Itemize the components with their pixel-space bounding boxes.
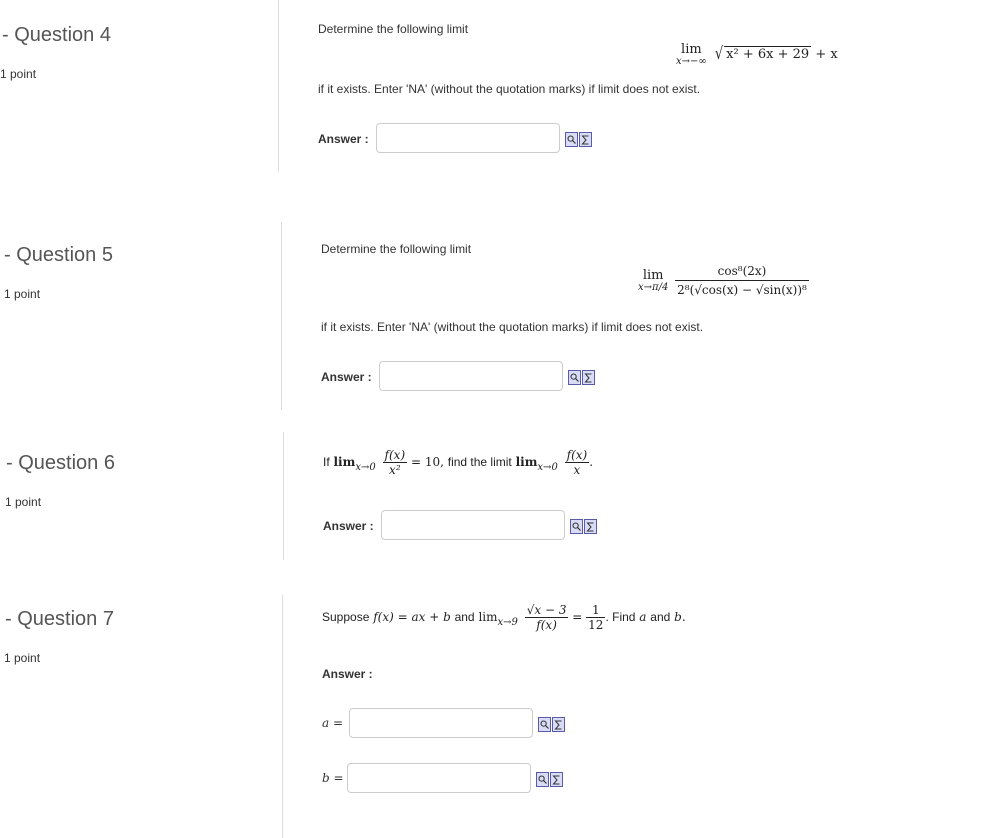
limit-operator: lim: [515, 455, 538, 469]
fraction-denominator: 2⁸(√cos(x) − √sin(x))⁸: [675, 280, 809, 297]
answer-tools: [565, 132, 592, 147]
equation-editor-icon[interactable]: [579, 132, 592, 147]
text-and: and: [454, 610, 475, 624]
preview-icon[interactable]: [565, 132, 578, 147]
question-points: 1 point: [4, 651, 41, 665]
sqrt-symbol: √: [714, 44, 724, 65]
limit-operator: lim: [333, 455, 356, 469]
rhs-fraction: [586, 603, 605, 632]
limit-subscript: x→0: [537, 462, 558, 473]
answer-input[interactable]: [376, 123, 560, 153]
divider: [282, 595, 283, 838]
question-4: [0, 0, 993, 175]
fraction-denominator: f(x): [525, 617, 569, 632]
question-title: - Question 4: [2, 24, 111, 46]
function-definition: f(x) = ax + b: [373, 610, 451, 624]
equation-editor-icon[interactable]: [550, 772, 563, 787]
text-and: and: [650, 610, 671, 624]
text-suppose: Suppose: [322, 610, 370, 624]
equation-editor-icon[interactable]: [552, 717, 565, 732]
question-note: if it exists. Enter 'NA' (without the quotation marks) if limit does not exist.: [318, 82, 701, 96]
equals: =: [572, 610, 583, 624]
fraction-denominator: x: [565, 462, 590, 477]
limit-operator: lim x→−∞: [676, 42, 707, 67]
fraction-numerator: √x − 3: [526, 603, 567, 617]
preview-icon[interactable]: [538, 717, 551, 732]
question-points: 1 point: [5, 495, 42, 509]
rhs-denominator: 12: [588, 618, 604, 632]
question-5: [0, 222, 993, 412]
answer-input[interactable]: [379, 361, 563, 391]
question-title: - Question 5: [4, 244, 113, 266]
answer-label: Answer :: [321, 370, 372, 384]
variable-a: a: [639, 610, 647, 624]
fraction: [525, 603, 569, 632]
fraction-denominator: x²: [383, 462, 408, 477]
variable-b: b: [674, 610, 682, 624]
question-prompt: Determine the following limit: [318, 22, 469, 36]
limit-expression: [638, 264, 809, 297]
answer-tools: [568, 370, 595, 385]
fraction-numerator: cos⁸(2x): [717, 264, 767, 278]
question-points: 1 point: [0, 67, 37, 81]
preview-icon[interactable]: [570, 519, 583, 534]
answer-a-input[interactable]: [349, 708, 533, 738]
fraction-numerator: f(x): [566, 448, 588, 462]
equation-editor-icon[interactable]: [584, 519, 597, 534]
limit-operator: lim: [478, 610, 498, 624]
answer-b-input[interactable]: [347, 763, 531, 793]
question-title: - Question 6: [6, 452, 115, 474]
question-6: [0, 432, 993, 562]
rhs-numerator: 1: [591, 603, 600, 617]
equals: = 10,: [410, 455, 444, 469]
field-b-label: b =: [322, 771, 344, 785]
question-prompt: Determine the following limit: [321, 242, 472, 256]
limit-subscript: x→9: [497, 617, 518, 628]
answer-tools: [570, 519, 597, 534]
question-points: 1 point: [4, 287, 41, 301]
preview-icon[interactable]: [536, 772, 549, 787]
answer-label: Answer :: [323, 519, 374, 533]
text-if: If: [323, 455, 330, 469]
equation-editor-icon[interactable]: [582, 370, 595, 385]
field-a-label: a =: [322, 716, 344, 730]
period: .: [681, 610, 686, 624]
text-find: find the limit: [447, 455, 512, 469]
question-title: - Question 7: [5, 608, 114, 630]
divider: [278, 0, 279, 172]
answer-a-tools: [538, 717, 565, 732]
fraction-numerator: f(x): [384, 448, 406, 462]
limit-expression: [676, 42, 838, 67]
answer-b-tools: [536, 772, 563, 787]
question-statement: [322, 603, 686, 632]
question-note: if it exists. Enter 'NA' (without the quotation marks) if limit does not exist.: [321, 320, 704, 334]
question-statement: [323, 448, 593, 477]
text-find: . Find: [605, 610, 636, 624]
divider: [281, 222, 282, 410]
fraction: [565, 448, 590, 477]
period: .: [589, 455, 594, 469]
sqrt-body: x² + 6x + 29: [726, 47, 810, 62]
answer-input[interactable]: [381, 510, 565, 540]
fraction: [383, 448, 408, 477]
limit-operator: lim x→π/4: [638, 268, 669, 293]
answer-label: Answer :: [318, 132, 369, 146]
preview-icon[interactable]: [568, 370, 581, 385]
expression-tail: + x: [815, 47, 838, 62]
limit-subscript: x→0: [355, 462, 376, 473]
divider: [283, 432, 284, 560]
answer-label: Answer :: [322, 667, 373, 681]
question-7: [0, 595, 993, 838]
limit-fraction: [675, 264, 809, 297]
